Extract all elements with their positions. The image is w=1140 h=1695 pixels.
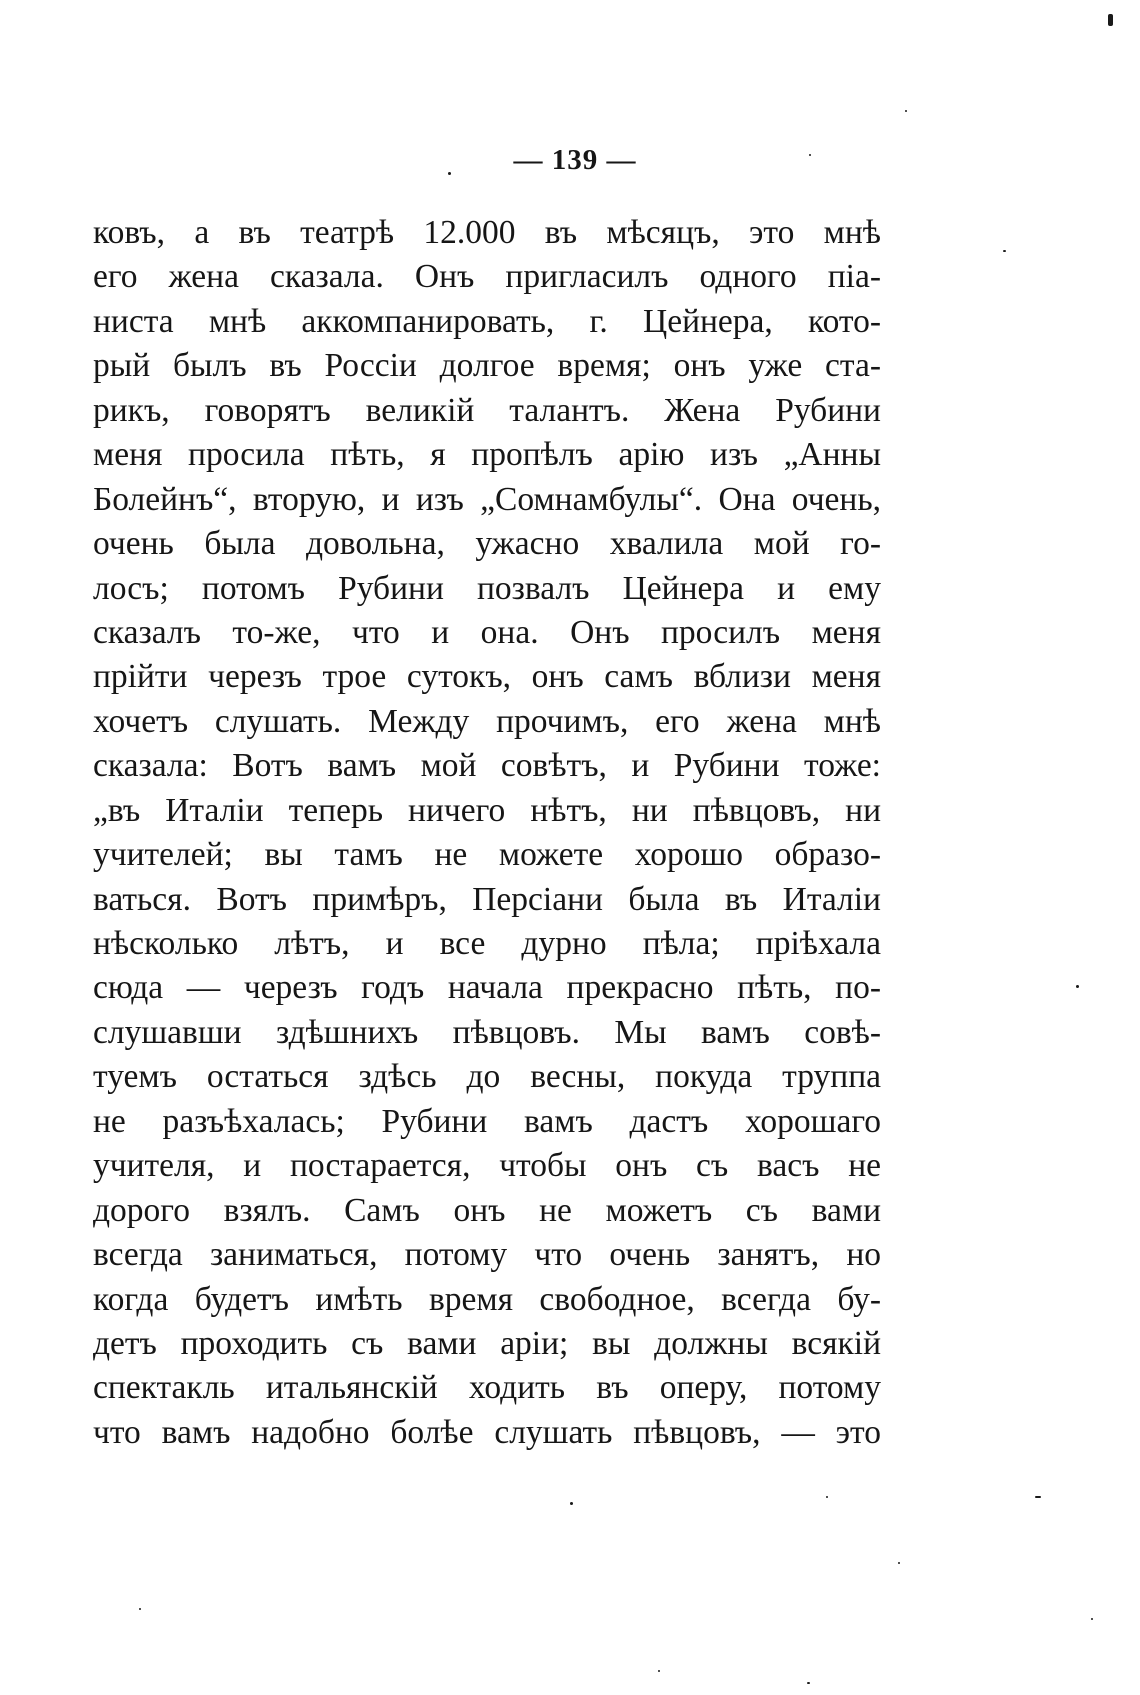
text-line: рый былъ въ Россіи долгое время; онъ уже ста- [93,347,881,385]
text-line: дорого взялъ. Самъ онъ не можетъ съ вами [93,1191,881,1229]
page-number: — 139 — [513,144,637,176]
text-line: не разъѣхалась; Рубини вамъ дастъ хорошаго [93,1102,881,1140]
scan-speck [809,154,811,156]
page-text [93,211,881,1455]
text-line: его жена сказала. Онъ пригласилъ одного піа- [93,258,881,296]
text-line: детъ проходить съ вами аріи; вы должны всякій [93,1324,881,1362]
text-line: ваться. Вотъ примѣръ, Персіани была въ Италіи [93,880,881,918]
text-line: прійти черезъ трое сутокъ, онъ самъ вблизи меня [93,658,881,696]
text-line: что вамъ надобно болѣе слушать пѣвцовъ, — это [93,1413,881,1451]
text-line: ковъ, а въ театрѣ 12.000 въ мѣсяцъ, это мнѣ [93,214,881,251]
scan-speck [826,1496,828,1498]
scan-speck [570,1502,573,1505]
text-line: учителей; вы тамъ не можете хорошо образо- [93,836,881,874]
scan-speck [1035,1496,1041,1498]
scan-speck [807,1682,810,1684]
text-line: туемъ остаться здѣсь до весны, покуда труппа [93,1058,881,1096]
scan-speck [1003,250,1006,252]
scan-speck [905,110,907,112]
scan-speck [658,1670,660,1672]
text-line: лосъ; потомъ Рубини позвалъ Цейнера и ему [93,569,881,607]
text-line: меня просила пѣть, я пропѣлъ арію изъ „Анны [93,436,881,474]
scan-speck [1076,985,1079,988]
text-line: учителя, и постарается, чтобы онъ съ васъ не [93,1147,881,1185]
scan-speck [1108,14,1113,26]
scan-speck [139,1608,141,1610]
text-line: хочетъ слушать. Между прочимъ, его жена мнѣ [93,702,881,740]
text-line: „въ Италіи теперь ничего нѣтъ, ни пѣвцовъ, ни [93,791,881,829]
text-line: Болейнъ“, вторую, и изъ „Сомнамбулы“. Она очень, [93,480,881,518]
text-line: нѣсколько лѣтъ, и все дурно пѣла; пріѣхала [93,925,881,962]
scan-speck [1091,1618,1093,1620]
scan-speck [448,172,451,175]
text-line: спектакль итальянскій ходить въ оперу, потому [93,1369,881,1407]
text-line: сказалъ то-же, что и она. Онъ просилъ меня [93,613,881,651]
text-line: всегда заниматься, потому что очень занятъ, но [93,1236,881,1274]
text-line: когда будетъ имѣть время свободное, всегда бу- [93,1280,881,1318]
scan-speck [898,1562,900,1564]
text-line: ниста мнѣ аккомпанировать, г. Цейнера, кото- [93,302,881,340]
text-line: сюда — черезъ годъ начала прекрасно пѣть, по- [93,969,881,1007]
text-line: сказала: Вотъ вамъ мой совѣтъ, и Рубини тоже: [93,747,881,785]
text-line: рикъ, говорятъ великій талантъ. Жена Рубини [93,391,881,429]
text-line: слушавши здѣшнихъ пѣвцовъ. Мы вамъ совѣ- [93,1013,881,1051]
text-line: очень была довольна, ужасно хвалила мой го- [93,525,881,563]
